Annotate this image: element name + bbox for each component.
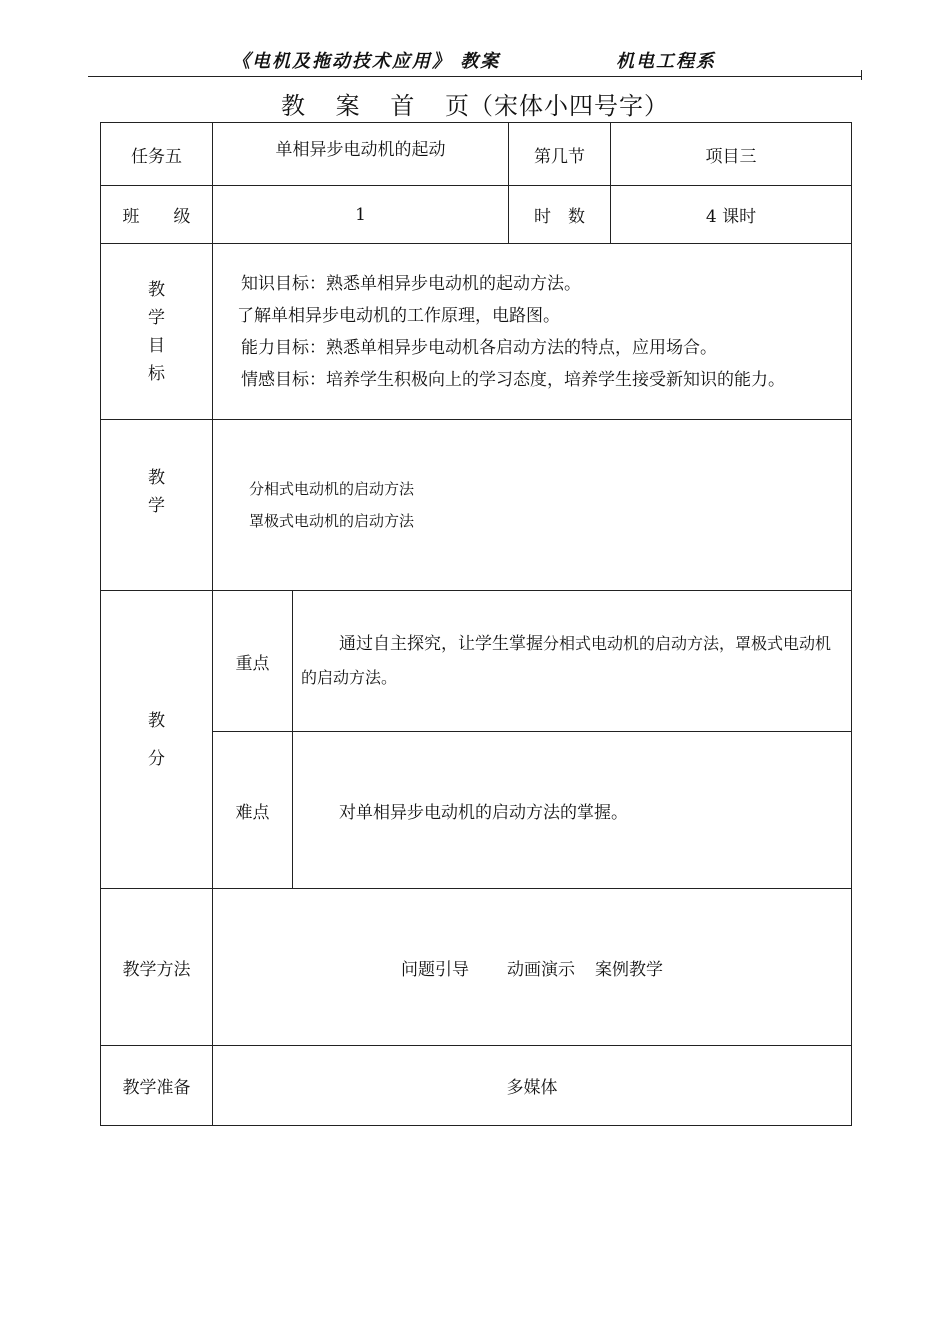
hours-label: 时 数 [509, 186, 611, 244]
label-char: 目 [148, 335, 165, 356]
label-char: 学 [148, 496, 165, 516]
content-body [213, 420, 852, 591]
key-point-rest: 分相式电动机的启动方法，罩极式电动机的启动方法。 [301, 634, 832, 687]
task-label: 任务五 [101, 123, 213, 186]
content-label [101, 420, 213, 591]
analysis-label [101, 591, 213, 889]
table-row [101, 732, 852, 889]
label-char: 教 [148, 710, 165, 731]
preparation-value: 多媒体 [213, 1046, 852, 1126]
hours-value: 4 课时 [611, 186, 852, 244]
table-row [101, 889, 852, 1046]
difficulty-label: 难点 [213, 732, 293, 889]
objective-line: 了解单相异步电动机的工作原理，电路图。 [237, 305, 560, 326]
title-char: 案 [335, 92, 360, 120]
title-char: 页 [444, 92, 469, 120]
table-row [101, 186, 852, 244]
label-char: 分 [148, 748, 165, 769]
table-row [101, 420, 852, 591]
key-point-label: 重点 [213, 591, 293, 732]
content-line: 分相式电动机的启动方法 [249, 480, 415, 498]
label-char: 教 [148, 468, 165, 488]
header-rule-tick [861, 70, 862, 80]
label-char: 教 [148, 279, 165, 300]
course-title: 《电机及拖动技术应用》 教案 [232, 51, 501, 72]
task-title: 单相异步电动机的起动 [213, 123, 509, 186]
objective-line: 能力目标：熟悉单相异步电动机各启动方法的特点，应用场合。 [241, 337, 717, 358]
table-row [101, 1046, 852, 1126]
method-item: 案例教学 [595, 959, 663, 980]
method-item: 动画演示 [507, 959, 575, 980]
methods-label: 教学方法 [101, 889, 213, 1046]
table-row [101, 244, 852, 420]
objective-line: 知识目标：熟悉单相异步电动机的起动方法。 [241, 273, 581, 294]
key-point-lead: 通过自主探究，让学生掌握 [339, 634, 543, 654]
header-rule [88, 76, 862, 77]
title-char: 教 [281, 92, 306, 120]
section-label: 第几节 [509, 123, 611, 186]
class-value: 1 [213, 186, 509, 244]
label-char: 标 [148, 363, 165, 384]
key-point-content [293, 591, 852, 732]
section-value: 项目三 [611, 123, 852, 186]
objectives-label [101, 244, 213, 420]
method-item: 问题引导 [401, 959, 469, 980]
objective-line: 情感目标：培养学生积极向上的学习态度，培养学生接受新知识的能力。 [241, 369, 785, 390]
department-name: 机电工程系 [616, 51, 716, 72]
title-char: 首 [390, 92, 415, 120]
title-note: （宋体小四号字） [468, 92, 669, 120]
lesson-plan-table [100, 122, 852, 1126]
content-line: 罩极式电动机的启动方法 [249, 512, 415, 530]
methods-content [213, 889, 852, 1046]
table-row [101, 123, 852, 186]
class-label: 班 级 [101, 186, 213, 244]
preparation-label: 教学准备 [101, 1046, 213, 1126]
objectives-content [213, 244, 852, 420]
label-char: 学 [148, 307, 165, 328]
page-title [0, 86, 950, 121]
table-row [101, 591, 852, 732]
difficulty-content: 对单相异步电动机的启动方法的掌握。 [293, 732, 852, 889]
